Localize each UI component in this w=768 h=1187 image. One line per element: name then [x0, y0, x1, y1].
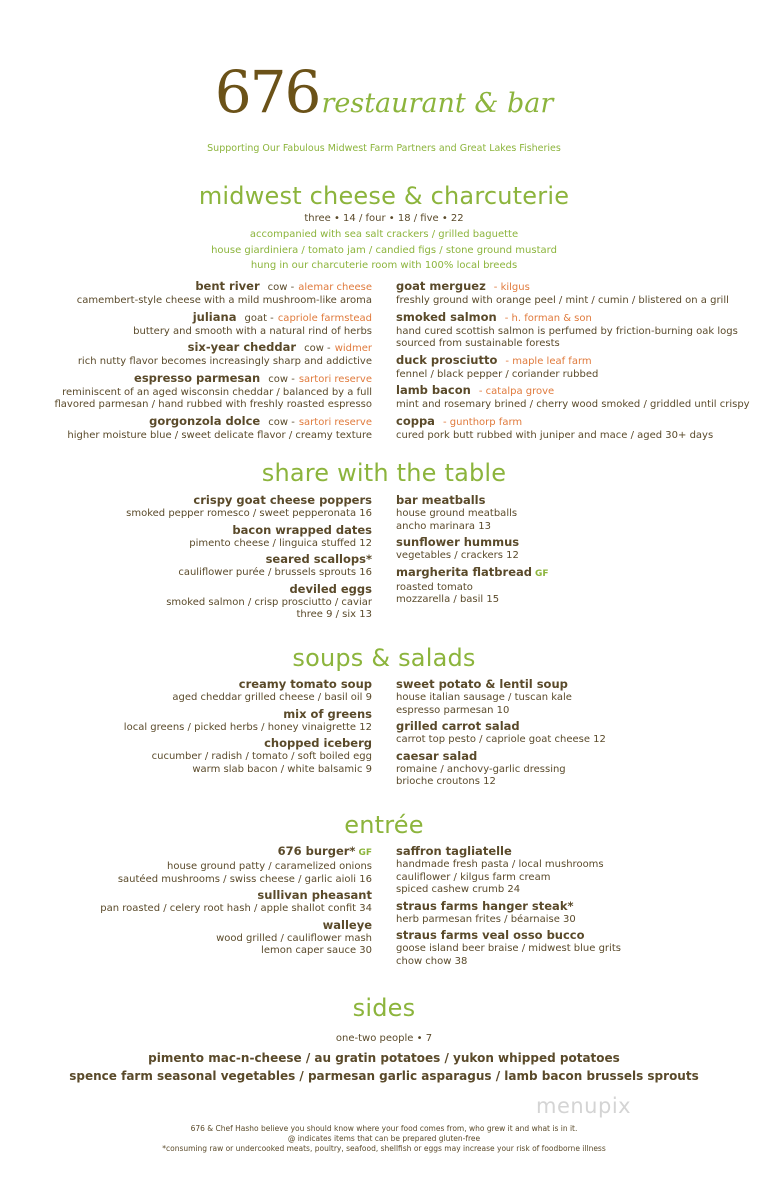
menu-item-description: aged cheddar grilled cheese / basil oil 9: [172, 692, 372, 703]
menu-item: [396, 899, 621, 927]
menu-item-heading: [126, 552, 372, 567]
menu-item-source: sartori reserve: [298, 373, 372, 385]
menu-item-source: - catalpa grove: [478, 386, 555, 397]
menu-item-heading: [100, 844, 372, 861]
menu-item-description: freshly ground with orange peel / mint / cumin / blistered on a grill: [396, 295, 729, 306]
menu-item-name: creamy tomato soup: [238, 677, 372, 691]
menu-item: [396, 383, 750, 412]
menu-item: [396, 928, 621, 968]
menu-item-description: buttery and smooth with a natural rind of herbs: [133, 325, 372, 337]
menu-item-milk-type: cow -: [267, 282, 295, 293]
menu-item-source: widmer: [334, 343, 372, 354]
cheese-accompaniments: accompanied with sea salt crackers / grilled baguette: [249, 229, 519, 240]
menu-item-name: deviled eggs: [289, 581, 372, 596]
menu-item-heading: [396, 279, 750, 295]
section-title-cheese: midwest cheese & charcuterie: [198, 182, 570, 210]
menu-item-name: saffron tagliatelle: [396, 844, 512, 858]
soups-right-list: [396, 677, 606, 791]
menu-item-description: pimento cheese / linguica stuffed 12: [189, 537, 372, 549]
menupix-watermark: menupix: [536, 1094, 632, 1118]
menu-item: [124, 677, 372, 705]
menu-item-name: sweet potato & lentil soup: [396, 677, 568, 691]
menu-item-heading: [54, 310, 372, 326]
menu-item: [54, 279, 372, 308]
menu-item-name: sullivan pheasant: [257, 888, 372, 902]
menu-item-heading: [396, 310, 750, 326]
menu-item: [100, 918, 372, 958]
menu-item: [396, 279, 750, 308]
restaurant-logo: [0, 58, 768, 126]
menu-item-source: - h. forman & son: [504, 312, 592, 324]
menu-item-name: lamb bacon: [396, 383, 471, 397]
menu-item: [54, 310, 372, 339]
menu-item: [54, 414, 372, 443]
menu-item-milk-type: cow -: [268, 416, 295, 428]
menu-item-name: bacon wrapped dates: [232, 522, 372, 537]
section-title-share: share with the table: [261, 459, 507, 487]
menu-item-description: local greens / picked herbs / honey vinaigrette 12: [123, 721, 372, 733]
menu-item-name: caesar salad: [396, 748, 478, 763]
menu-item: [396, 719, 606, 747]
menu-item-description: carrot top pesto / capriole goat cheese 12: [396, 734, 606, 745]
menu-item: [100, 844, 372, 886]
menu-item-heading: [396, 749, 606, 764]
charcuterie-list: [396, 279, 750, 444]
menu-item: [396, 414, 750, 443]
menu-item: [396, 749, 606, 789]
menu-item-name: duck prosciutto: [396, 352, 498, 367]
menu-item-heading: [396, 383, 750, 399]
sides-line-1: pimento mac-n-cheese / au gratin potatoes / yukon whipped potatoes: [148, 1051, 620, 1065]
menu-item-heading: [126, 493, 372, 508]
menu-item-name: straus farms hanger steak*: [396, 898, 574, 913]
section-title-soups: soups & salads: [292, 644, 476, 672]
menu-item-description: espresso parmesan 10: [396, 704, 510, 716]
sides-pricing: one-two people • 7: [335, 1033, 433, 1044]
section-title-sides: sides: [352, 994, 416, 1022]
menu-item-description: mozzarella / basil 15: [396, 594, 500, 605]
menu-item-name: goat merguez: [396, 279, 486, 293]
menu-item-heading: [124, 707, 372, 722]
menu-item: [126, 552, 372, 580]
menu-item-description: house italian sausage / tuscan kale: [396, 692, 572, 703]
cheese-condiments: house giardiniera / tomato jam / candied figs / stone ground mustard: [211, 245, 557, 256]
menu-item-name: straus farms veal osso bucco: [396, 928, 585, 942]
menu-item-description: chow chow 38: [396, 955, 468, 967]
menu-item-name: gorgonzola dolce: [149, 413, 261, 428]
menu-item-heading: [126, 523, 372, 538]
menu-item-description: smoked pepper romesco / sweet pepperonata 16: [126, 508, 372, 519]
menu-item-description: herb parmesan frites / béarnaise 30: [396, 913, 576, 925]
menu-item-heading: [396, 535, 549, 550]
menu-item-description: pan roasted / celery root hash / apple shallot confit 34: [100, 903, 372, 914]
menu-item-heading: [54, 414, 372, 430]
menu-item-description: sourced from sustainable forests: [396, 338, 560, 349]
share-right-list: [396, 493, 549, 609]
menu-item: [396, 844, 621, 897]
menu-item-description: house ground patty / caramelized onions: [167, 861, 372, 872]
menu-item-source: alemar cheese: [298, 282, 372, 293]
menu-item: [126, 523, 372, 551]
menu-item-heading: [396, 565, 549, 582]
menu-item-description: warm slab bacon / white balsamic 9: [192, 763, 372, 775]
menu-item-description: hand cured scottish salmon is perfumed by friction-burning oak logs: [396, 325, 738, 337]
share-left-list: [126, 493, 372, 624]
soups-left-list: [124, 677, 372, 778]
menu-item-name: walleye: [322, 917, 372, 932]
menu-item-description: wood grilled / cauliflower mash: [216, 932, 372, 944]
sides-line-2: spence farm seasonal vegetables / parmesan garlic asparagus / lamb bacon brussels sprouts: [69, 1069, 699, 1083]
menu-item: [124, 707, 372, 735]
menu-item-description: romaine / anchovy-garlic dressing: [396, 763, 566, 775]
menu-item-description: ancho marinara 13: [396, 520, 491, 532]
gluten-free-badge: GF: [534, 568, 549, 579]
menu-item-description: flavored parmesan / hand rubbed with freshly roasted espresso: [54, 399, 372, 410]
menu-item-name: grilled carrot salad: [396, 719, 520, 733]
menu-item-description: sautéed mushrooms / swiss cheese / garlic aioli 16: [117, 873, 372, 885]
menu-item-name: 676 burger*: [277, 844, 356, 858]
menu-item-name: six-year cheddar: [187, 340, 297, 354]
menu-item-name: chopped iceberg: [264, 736, 372, 750]
menu-item-name: coppa: [396, 413, 435, 428]
logo-number: 676: [214, 58, 320, 126]
menu-item-description: house ground meatballs: [396, 508, 518, 519]
menu-item-milk-type: cow -: [268, 373, 295, 385]
menu-item-description: goose island beer braise / midwest blue grits: [396, 943, 621, 954]
section-title-entree: entrée: [344, 811, 424, 839]
menu-item-source: capriole farmstead: [277, 312, 372, 324]
menu-item-description: vegetables / crackers 12: [396, 550, 519, 561]
menu-item-description: cauliflower purée / brussels sprouts 16: [178, 567, 372, 578]
menu-item-name: espresso parmesan: [134, 370, 261, 385]
menu-item: [396, 310, 750, 351]
menu-item-description: camembert-style cheese with a mild mushroom-like aroma: [76, 295, 372, 306]
cheese-pricing: three • 14 / four • 18 / five • 22: [304, 213, 464, 224]
menu-item-description: lemon caper sauce 30: [261, 945, 372, 956]
entree-left-list: [100, 844, 372, 960]
menu-item-heading: [396, 353, 750, 369]
menu-item-heading: [126, 582, 372, 597]
menu-item-description: spiced cashew crumb 24: [396, 884, 521, 895]
menu-item-source: - kilgus: [493, 282, 530, 293]
menu-item-heading: [396, 844, 621, 859]
gluten-free-badge: GF: [358, 848, 372, 858]
menu-item-name: crispy goat cheese poppers: [193, 493, 372, 507]
menu-item-description: cucumber / radish / tomato / soft boiled egg: [151, 751, 372, 762]
menu-item: [54, 340, 372, 369]
menu-item-name: sunflower hummus: [396, 535, 520, 549]
menu-item-name: juliana: [192, 309, 237, 324]
menu-item-name: bent river: [195, 279, 260, 293]
menu-item-description: higher moisture blue / sweet delicate flavor / creamy texture: [67, 429, 372, 441]
menu-item: [396, 353, 750, 382]
menu-item-milk-type: cow -: [304, 343, 331, 354]
menu-item-name: margherita flatbread: [396, 564, 532, 579]
menu-item: [124, 736, 372, 776]
menu-item-heading: [100, 888, 372, 903]
menu-item-name: bar meatballs: [396, 493, 486, 507]
menu-item-source: sartori reserve: [298, 416, 372, 428]
menu-item-description: rich nutty flavor becomes increasingly sharp and addictive: [77, 356, 372, 367]
menu-item-name: smoked salmon: [396, 309, 497, 324]
menu-item-description: cauliflower / kilgus farm cream: [396, 871, 551, 883]
menu-item: [126, 493, 372, 521]
menu-item-description: smoked salmon / crisp prosciutto / caviar: [166, 596, 372, 608]
cheese-list: [54, 279, 372, 444]
menu-item-source: - maple leaf farm: [505, 355, 592, 367]
menu-item: [100, 888, 372, 916]
logo-text: restaurant & bar: [321, 88, 554, 119]
footer-consumption-warning: *consuming raw or undercooked meats, poultry, seafood, shellfish or eggs may increase your risk of foodborne illness: [162, 1144, 606, 1153]
menu-item-heading: [124, 736, 372, 751]
menu-item-name: mix of greens: [283, 706, 372, 721]
cheese-charcuterie-note: hung in our charcuterie room with 100% local breeds: [250, 260, 518, 271]
menu-item-description: reminiscent of an aged wisconsin cheddar / balanced by a full: [62, 386, 372, 398]
menu-item-heading: [396, 928, 621, 943]
menu-item: [396, 493, 549, 533]
menu-item-heading: [54, 340, 372, 356]
menu-item-heading: [396, 414, 750, 430]
menu-item: [396, 535, 549, 563]
menu-item-description: brioche croutons 12: [396, 776, 496, 787]
menu-item: [396, 565, 549, 607]
menu-item-description: cured pork butt rubbed with juniper and mace / aged 30+ days: [396, 429, 714, 441]
footer-sourcing-note: 676 & Chef Hasho believe you should know where your food comes from, who grew it and what is in it.: [190, 1124, 578, 1133]
menu-item-heading: [100, 918, 372, 933]
menu-item: [54, 371, 372, 412]
footer-gluten-free-note: @ indicates items that can be prepared gluten-free: [287, 1134, 481, 1143]
menu-item-heading: [54, 279, 372, 295]
menu-item-source: - gunthorp farm: [442, 416, 523, 428]
menu-item: [126, 582, 372, 622]
tagline: Supporting Our Fabulous Midwest Farm Partners and Great Lakes Fisheries: [207, 143, 561, 154]
menu-item-description: fennel / black pepper / coriander rubbed: [396, 368, 599, 380]
menu-item-description: roasted tomato: [396, 581, 473, 593]
menu-item-heading: [396, 493, 549, 508]
menu-item-heading: [396, 677, 606, 692]
menu-item-description: mint and rosemary brined / cherry wood smoked / griddled until crispy: [396, 399, 750, 410]
menu-item-milk-type: goat -: [244, 312, 274, 324]
entree-right-list: [396, 844, 621, 970]
menu-item-heading: [396, 899, 621, 914]
menu-item-heading: [396, 719, 606, 734]
menu-item-heading: [54, 371, 372, 387]
menu-item-name: seared scallops*: [265, 552, 372, 566]
menu-item-heading: [124, 677, 372, 692]
menu-item-description: three 9 / six 13: [296, 609, 372, 620]
menu-item: [396, 677, 606, 717]
menu-item-description: handmade fresh pasta / local mushrooms: [396, 859, 604, 870]
